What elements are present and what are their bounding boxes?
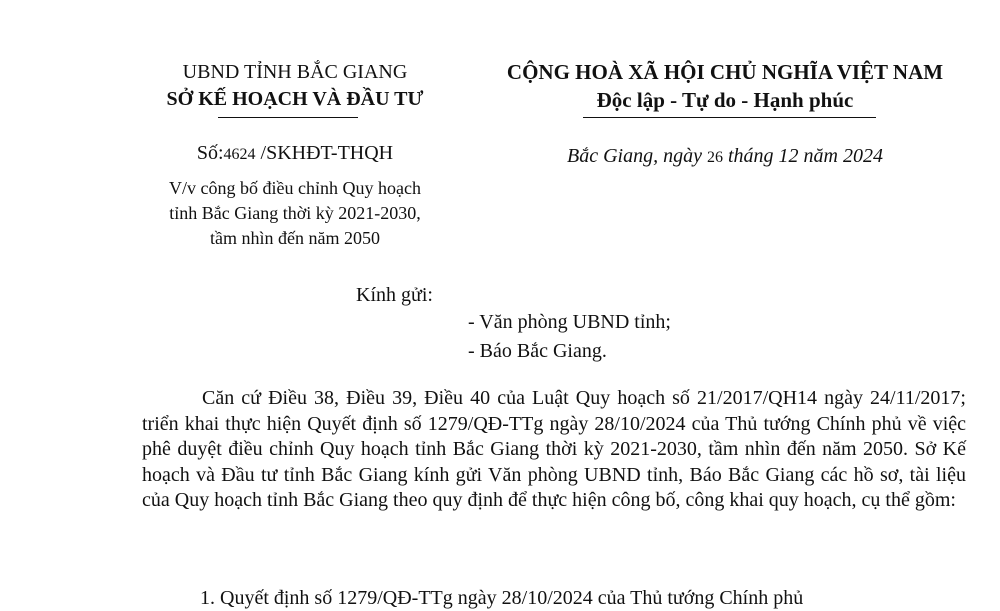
subject-line: V/v công bố điều chỉnh Quy hoạch — [169, 178, 421, 198]
document-subject — [140, 176, 450, 251]
place-and-date — [470, 142, 980, 172]
department-underline — [218, 117, 358, 118]
subject-line: tầm nhìn đến năm 2050 — [210, 228, 380, 248]
body-paragraph: Căn cứ Điều 38, Điều 39, Điều 40 của Luật Quy hoạch số 21/2017/QH14 ngày 24/11/2017; triển khai thực hiện Quyết định số 1279/QĐ-TTg ngày 28/10/2024 của Thủ tướng Chính phủ về việc phê duyệt điều chỉnh Quy hoạch tỉnh Bắc Giang thời kỳ 2021-2030, tầm nhìn đến năm 2050. Sở Kế hoạch và Đầu tư tỉnh Bắc Giang kính gửi Văn phòng UBND tỉnh, Báo Bắc Giang các hồ sơ, tài liệu của Quy hoạch tỉnh Bắc Giang theo quy định để thực hiện công bố, công khai quy hoạch, cụ thể gồm: — [142, 387, 966, 511]
document-number-suffix: /SKHĐT-THQH — [255, 142, 394, 164]
date-day: 26 — [706, 149, 723, 166]
body-list-item: 1. Quyết định số 1279/QĐ-TTg ngày 28/10/2024 của Thủ tướng Chính phủ — [200, 587, 804, 609]
national-title: CỘNG HOÀ XÃ HỘI CHỦ NGHĨA VIỆT NAM — [506, 60, 944, 84]
issuing-authority: UBND TỈNH BẮC GIANG — [182, 61, 408, 83]
issuing-department: SỞ KẾ HOẠCH VÀ ĐẦU TƯ — [166, 88, 424, 110]
recipients-label: Kính gửi: — [356, 284, 433, 306]
recipient-item: - Văn phòng UBND tỉnh; — [468, 311, 671, 333]
document-number-prefix: Số: — [196, 142, 224, 164]
subject-line: tỉnh Bắc Giang thời kỳ 2021-2030, — [169, 203, 421, 223]
recipient-item: - Báo Bắc Giang. — [468, 340, 607, 362]
date-prefix: Bắc Giang, ngày — [567, 145, 707, 167]
date-suffix: tháng 12 năm 2024 — [722, 145, 883, 167]
document-number-value: 4624 — [223, 146, 256, 163]
national-motto: Độc lập - Tự do - Hạnh phúc — [596, 88, 854, 112]
motto-underline — [583, 117, 876, 118]
document-number — [150, 140, 440, 168]
